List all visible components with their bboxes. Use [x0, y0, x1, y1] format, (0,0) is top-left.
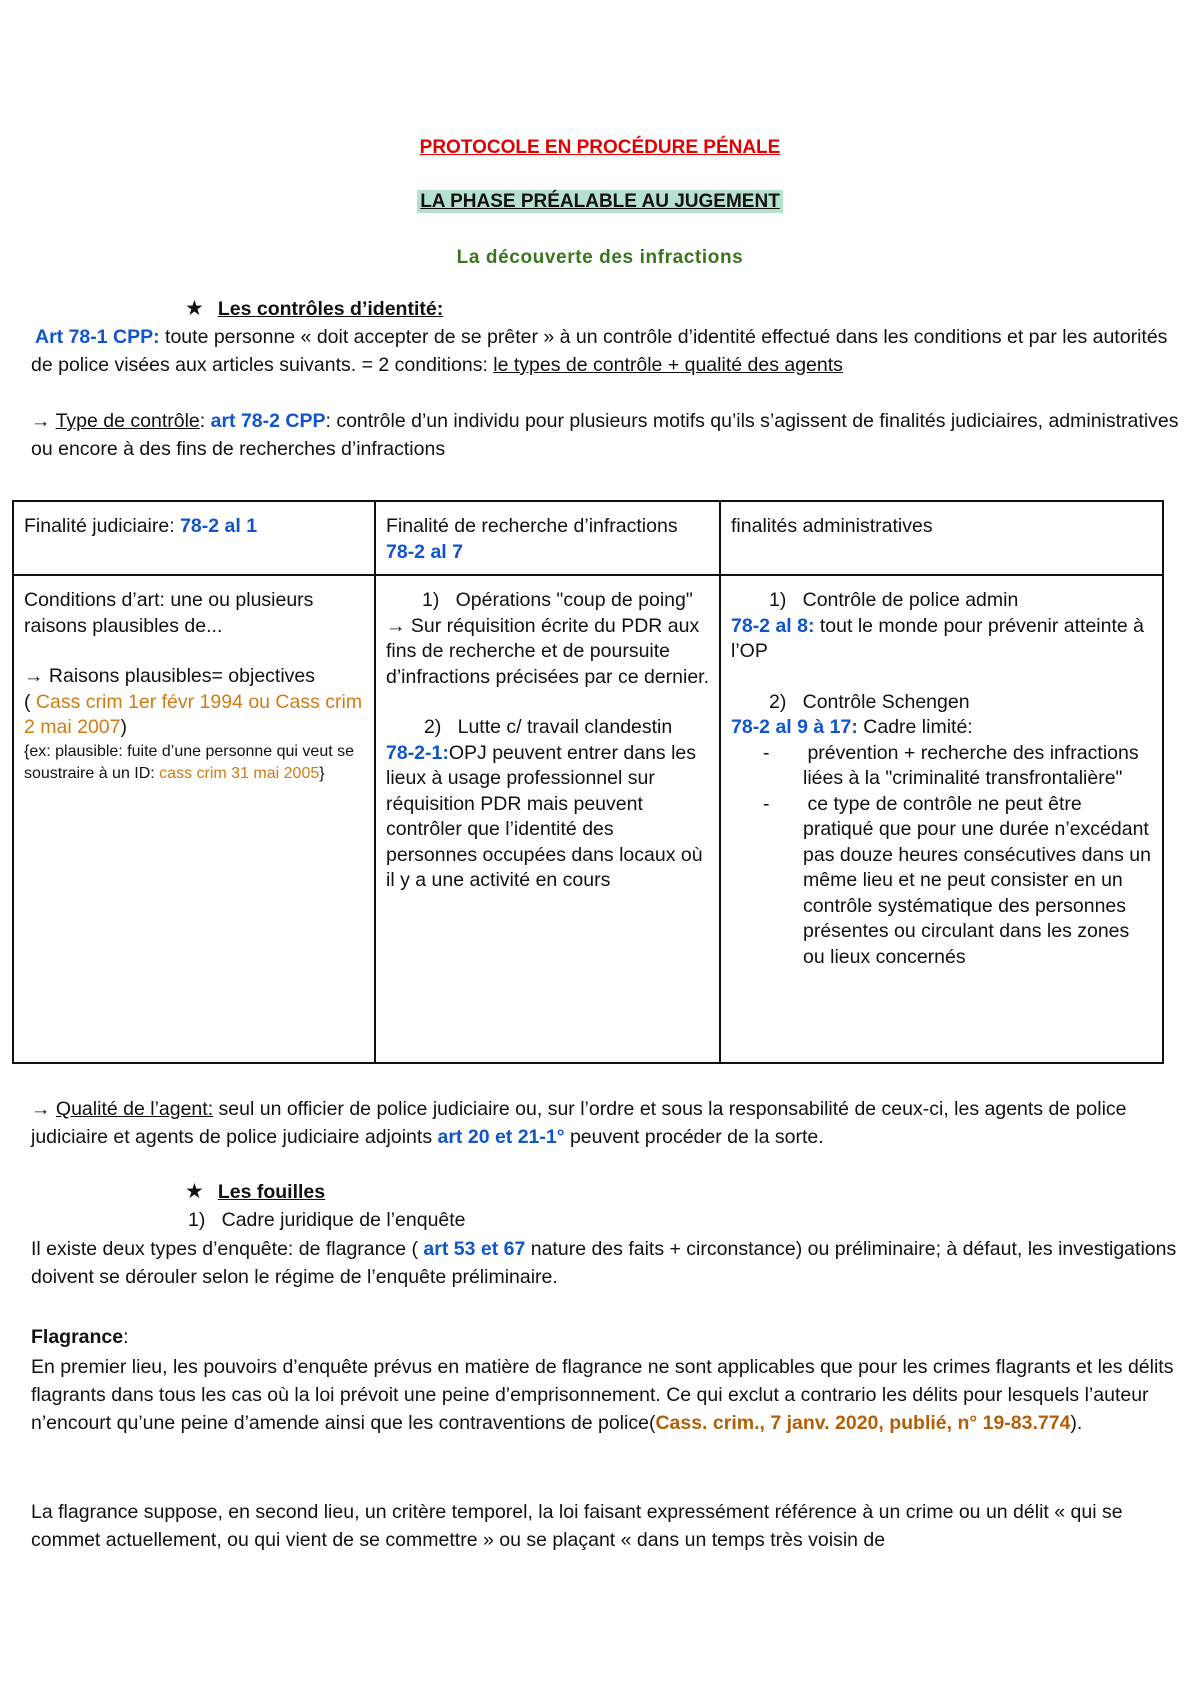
list-item: 1) Contrôle de police admin: [769, 589, 1019, 611]
temporel-paragraph: La flagrance suppose, en second lieu, un critère temporel, la loi faisant expressément référence à un crime ou un délit « qui se commet actuellement, ou qui vient de se commettre » ou se plaçant « dans un temps très voisin de: [31, 1501, 1123, 1551]
list-item: 1) Opérations "coup de poing": [422, 589, 693, 611]
star-bullet-icon: ★: [185, 297, 204, 320]
cell-judiciaire: Conditions d’art: une ou plusieurs raisons plausibles de... → Raisons plausibles= objectives ( Cass crim 1er févr 1994 ou Cass crim 2 mai 2007) {ex: plausible: fuite d’une personne qui veut se soustraire à un ID: cass crim 31 mai 2005}: [13, 575, 375, 1063]
header-cell-administratives: finalités administratives: [720, 501, 1163, 575]
type-controle-paragraph: → Type de contrôle: art 78-2 CPP: contrôle d’un individu pour plusieurs motifs qu’ils s’agissent de finalités judiciaires, administratives ou encore à des fins de recherches d’infractions: [31, 410, 1179, 460]
doc-title: PROTOCOLE EN PROCÉDURE PÉNALE: [419, 137, 781, 158]
flagrance-paragraph: En premier lieu, les pouvoirs d’enquête prévus en matière de flagrance ne sont applicables que pour les crimes flagrants et les délits flagrants dans tous les cas où la loi prévoit une peine d’emprisonnement. Ce qui exclut a contrario les délits pour lesquels l’auteur n’encourt qu’une peine d’amende ainsi que les contraventions de police(Cass. crim., 7 janv. 2020, publié, n° 19-83.774).: [31, 1356, 1174, 1434]
controle-types-table: [12, 500, 1164, 1064]
section-heading: La découverte des infractions: [456, 247, 744, 268]
list-item: - prévention + recherche des infractions liées à la "criminalité transfrontalière": [763, 741, 1139, 789]
star-bullet-icon: ★: [185, 1180, 204, 1203]
cell-recherche: 1) Opérations "coup de poing" → Sur réquisition écrite du PDR aux fins de recherche et de poursuite d’infractions précisées par ce dernier. 2) Lutte c/ travail clandestin 78-2-1:OPJ peuvent entrer dans les lieux à usage professionnel sur réquisition PDR mais peuvent contrôler que l’identité des personnes occupées dans locaux où il y a une activité en cours: [375, 575, 720, 1063]
flagrance-label: Flagrance:: [31, 1326, 129, 1348]
header-cell-judiciaire: Finalité judiciaire: 78-2 al 1: [13, 501, 375, 575]
qualite-paragraph: → Qualité de l’agent: seul un officier de police judiciaire ou, sur l’ordre et sous la responsabilité de ceux-ci, les agents de police judiciaire et agents de police judiciaire adjoints art 20 et 21-1° peuvent procéder de la sorte.: [31, 1098, 1127, 1148]
controles-heading: ★ Les contrôles d’identité:: [185, 297, 444, 320]
table-header-row: [13, 501, 1163, 575]
list-item: - ce type de contrôle ne peut être pratiqué que pour une durée n’excédant pas douze heures consécutives dans un même lieu et ne peut consister en un contrôle systématique des personnes présentes ou circulant dans les zones ou lieux concernés: [763, 792, 1151, 968]
enquete-paragraph: Il existe deux types d’enquête: de flagrance ( art 53 et 67 nature des faits + circonstance) ou préliminaire; à défaut, les investigations doivent se dérouler selon le régime de l’enquête préliminaire.: [31, 1238, 1177, 1288]
list-item: 2) Contrôle Schengen: [769, 690, 970, 713]
controles-paragraph: Art 78-1 CPP: toute personne « doit accepter de se prêter » à un contrôle d’identité effectué dans les conditions et par les autorités de police visées aux articles suivants. = 2 conditions: le types de contrôle + qualité des agents: [31, 326, 1168, 376]
list-item: 2) Lutte c/ travail clandestin: [424, 716, 673, 738]
cell-administratives: 1) Contrôle de police admin 78-2 al 8: tout le monde pour prévenir atteinte à l’OP 2) Contrôle Schengen 78-2 al 9 à 17: Cadre limité: - prévention + recherche des infractions liées à la "criminalité transfrontalière" - ce type de contrôle ne peut être pratiqué que pour une durée n’excédant pas douze heures consécutives dans un même lieu et ne peut consister en un contrôle systématique des personnes présentes ou circulant dans les zones ou lieux concernés: [720, 575, 1163, 1063]
table-row: [13, 575, 1163, 1063]
header-cell-recherche: Finalité de recherche d’infractions 78-2 al 7: [375, 501, 720, 575]
doc-subtitle: LA PHASE PRÉALABLE AU JUGEMENT: [0, 187, 1200, 216]
fouilles-subheading: 1) Cadre juridique de l’enquête: [188, 1209, 466, 1231]
fouilles-heading: ★ Les fouilles: [185, 1180, 326, 1203]
